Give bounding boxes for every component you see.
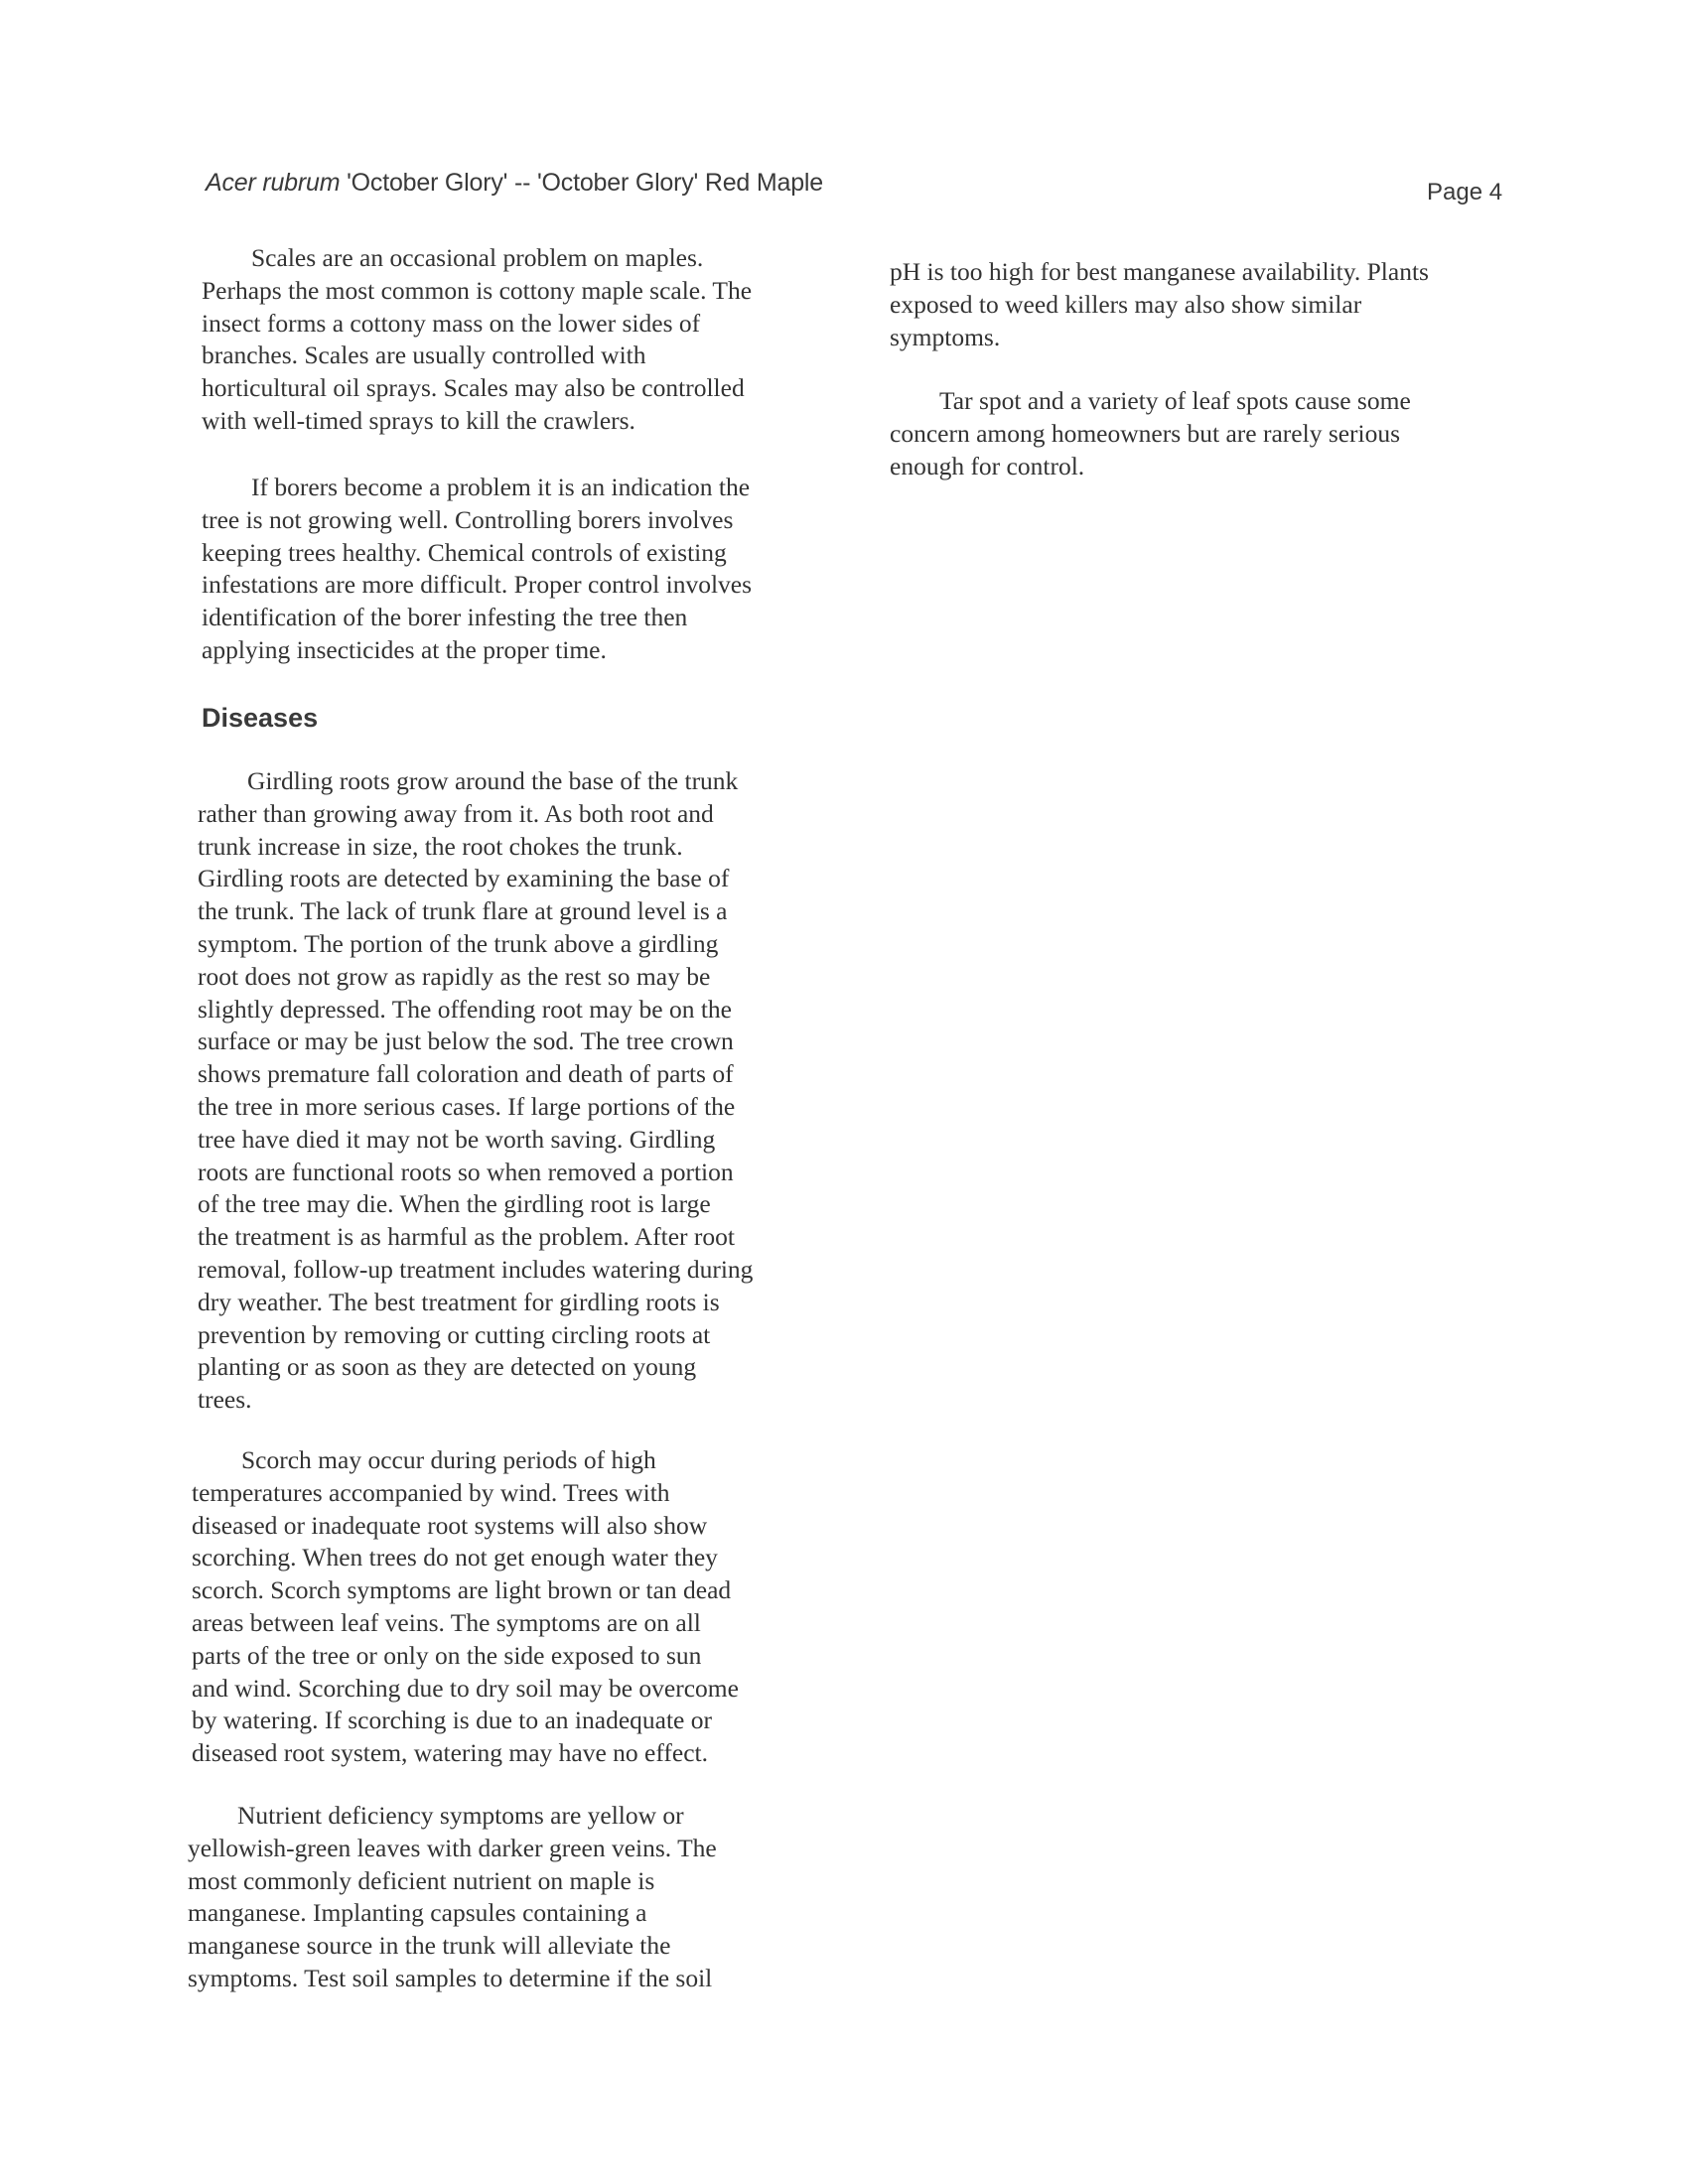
text-line: exposed to weed killers may also show similar [890, 289, 1362, 319]
text-line: parts of the tree or only on the side exposed to sun [192, 1640, 702, 1670]
scientific-name: Acer rubrum [206, 169, 341, 197]
paragraph-borers [202, 472, 752, 667]
paragraph-scorch [192, 1444, 739, 1770]
text-line: of the tree may die. When the girdling root is large [198, 1189, 711, 1219]
text-line: roots are functional roots so when removed a portion [198, 1157, 734, 1186]
text-line: the trunk. The lack of trunk flare at ground level is a [198, 896, 728, 926]
text-line: trees. [198, 1385, 252, 1415]
text-line: prevention by removing or cutting circling roots at [198, 1319, 711, 1349]
text-line: concern among homeowners but are rarely serious [890, 418, 1401, 448]
paragraph-scales [202, 242, 752, 438]
text-line: infestations are more difficult. Proper control involves [202, 570, 753, 600]
text-line: rather than growing away from it. As both root and [198, 798, 714, 828]
text-line: applying insecticides at the proper time. [202, 634, 607, 664]
text-line: by watering. If scorching is due to an inadequate or [192, 1706, 712, 1735]
text-line: insect forms a cottony mass on the lower sides of [202, 308, 701, 338]
text-line: enough for control. [890, 451, 1085, 480]
text-line: Girdling roots are detected by examining the base of [198, 864, 730, 893]
text-line: branches. Scales are usually controlled with [202, 341, 646, 370]
text-line: Scales are an occasional problem on maples. [251, 243, 704, 272]
text-line: root does not grow as rapidly as the rest so may be [198, 961, 711, 991]
text-line: manganese. Implanting capsules containing a [188, 1898, 647, 1928]
text-line: slightly depressed. The offending root may be on the [198, 994, 732, 1024]
text-line: shows premature fall coloration and death of parts of [198, 1059, 734, 1089]
text-line: scorch. Scorch symptoms are light brown or tan dead [192, 1575, 732, 1605]
text-line: horticultural oil sprays. Scales may also be controlled [202, 373, 745, 403]
text-line: identification of the borer infesting the tree then [202, 603, 688, 632]
text-line: removal, follow-up treatment includes watering during [198, 1254, 754, 1284]
text-line: diseased root system, watering may have no effect. [192, 1738, 708, 1768]
text-line: Tar spot and a variety of leaf spots cause some [939, 386, 1411, 415]
text-line: with well-timed sprays to kill the crawlers. [202, 405, 635, 435]
text-line: Perhaps the most common is cottony maple scale. The [202, 275, 753, 305]
section-heading-diseases: Diseases [202, 703, 319, 733]
text-line: Scorch may occur during periods of high [241, 1445, 656, 1474]
text-line: symptom. The portion of the trunk above a girdling [198, 928, 719, 958]
text-line: If borers become a problem it is an indication the [251, 473, 751, 501]
text-line: tree is not growing well. Controlling borers involves [202, 504, 734, 534]
text-line: dry weather. The best treatment for girdling roots is [198, 1287, 720, 1316]
page-number: Page 4 [1427, 179, 1503, 205]
text-line: keeping trees healthy. Chemical controls of existing [202, 537, 727, 567]
text-line: most commonly deficient nutrient on maple is [188, 1865, 655, 1895]
text-line: planting or as soon as they are detected on young [198, 1352, 697, 1382]
text-line: Nutrient deficiency symptoms are yellow or [237, 1801, 684, 1830]
text-line: scorching. When trees do not get enough water they [192, 1543, 718, 1572]
text-line: symptoms. [890, 322, 1001, 351]
paragraph-tar-spot [890, 385, 1411, 482]
text-line: areas between leaf veins. The symptoms are on all [192, 1607, 701, 1637]
text-line: tree have died it may not be worth saving. Girdling [198, 1124, 716, 1154]
text-line: the tree in more serious cases. If large portions of the [198, 1091, 736, 1121]
text-line: yellowish-green leaves with darker green veins. The [188, 1833, 717, 1862]
running-header-title [206, 169, 823, 198]
text-line: the treatment is as harmful as the problem. After root [198, 1222, 736, 1252]
paragraph-nutrient-deficiency [188, 1800, 717, 1995]
text-line: pH is too high for best manganese availability. Plants [890, 257, 1429, 286]
common-name: 'October Glory' -- 'October Glory' Red Maple [340, 169, 823, 197]
text-line: manganese source in the trunk will alleviate the [188, 1931, 671, 1961]
text-line: Girdling roots grow around the base of the trunk [247, 766, 739, 795]
paragraph-ph-continued [890, 256, 1429, 353]
text-line: and wind. Scorching due to dry soil may be overcome [192, 1673, 739, 1703]
text-line: surface or may be just below the sod. The tree crown [198, 1026, 734, 1056]
text-line: temperatures accompanied by wind. Trees with [192, 1477, 670, 1507]
text-line: symptoms. Test soil samples to determine if the soil [188, 1963, 713, 1992]
paragraph-girdling-roots [198, 765, 753, 1417]
text-line: trunk increase in size, the root chokes the trunk. [198, 831, 683, 861]
text-line: diseased or inadequate root systems will also show [192, 1510, 708, 1540]
